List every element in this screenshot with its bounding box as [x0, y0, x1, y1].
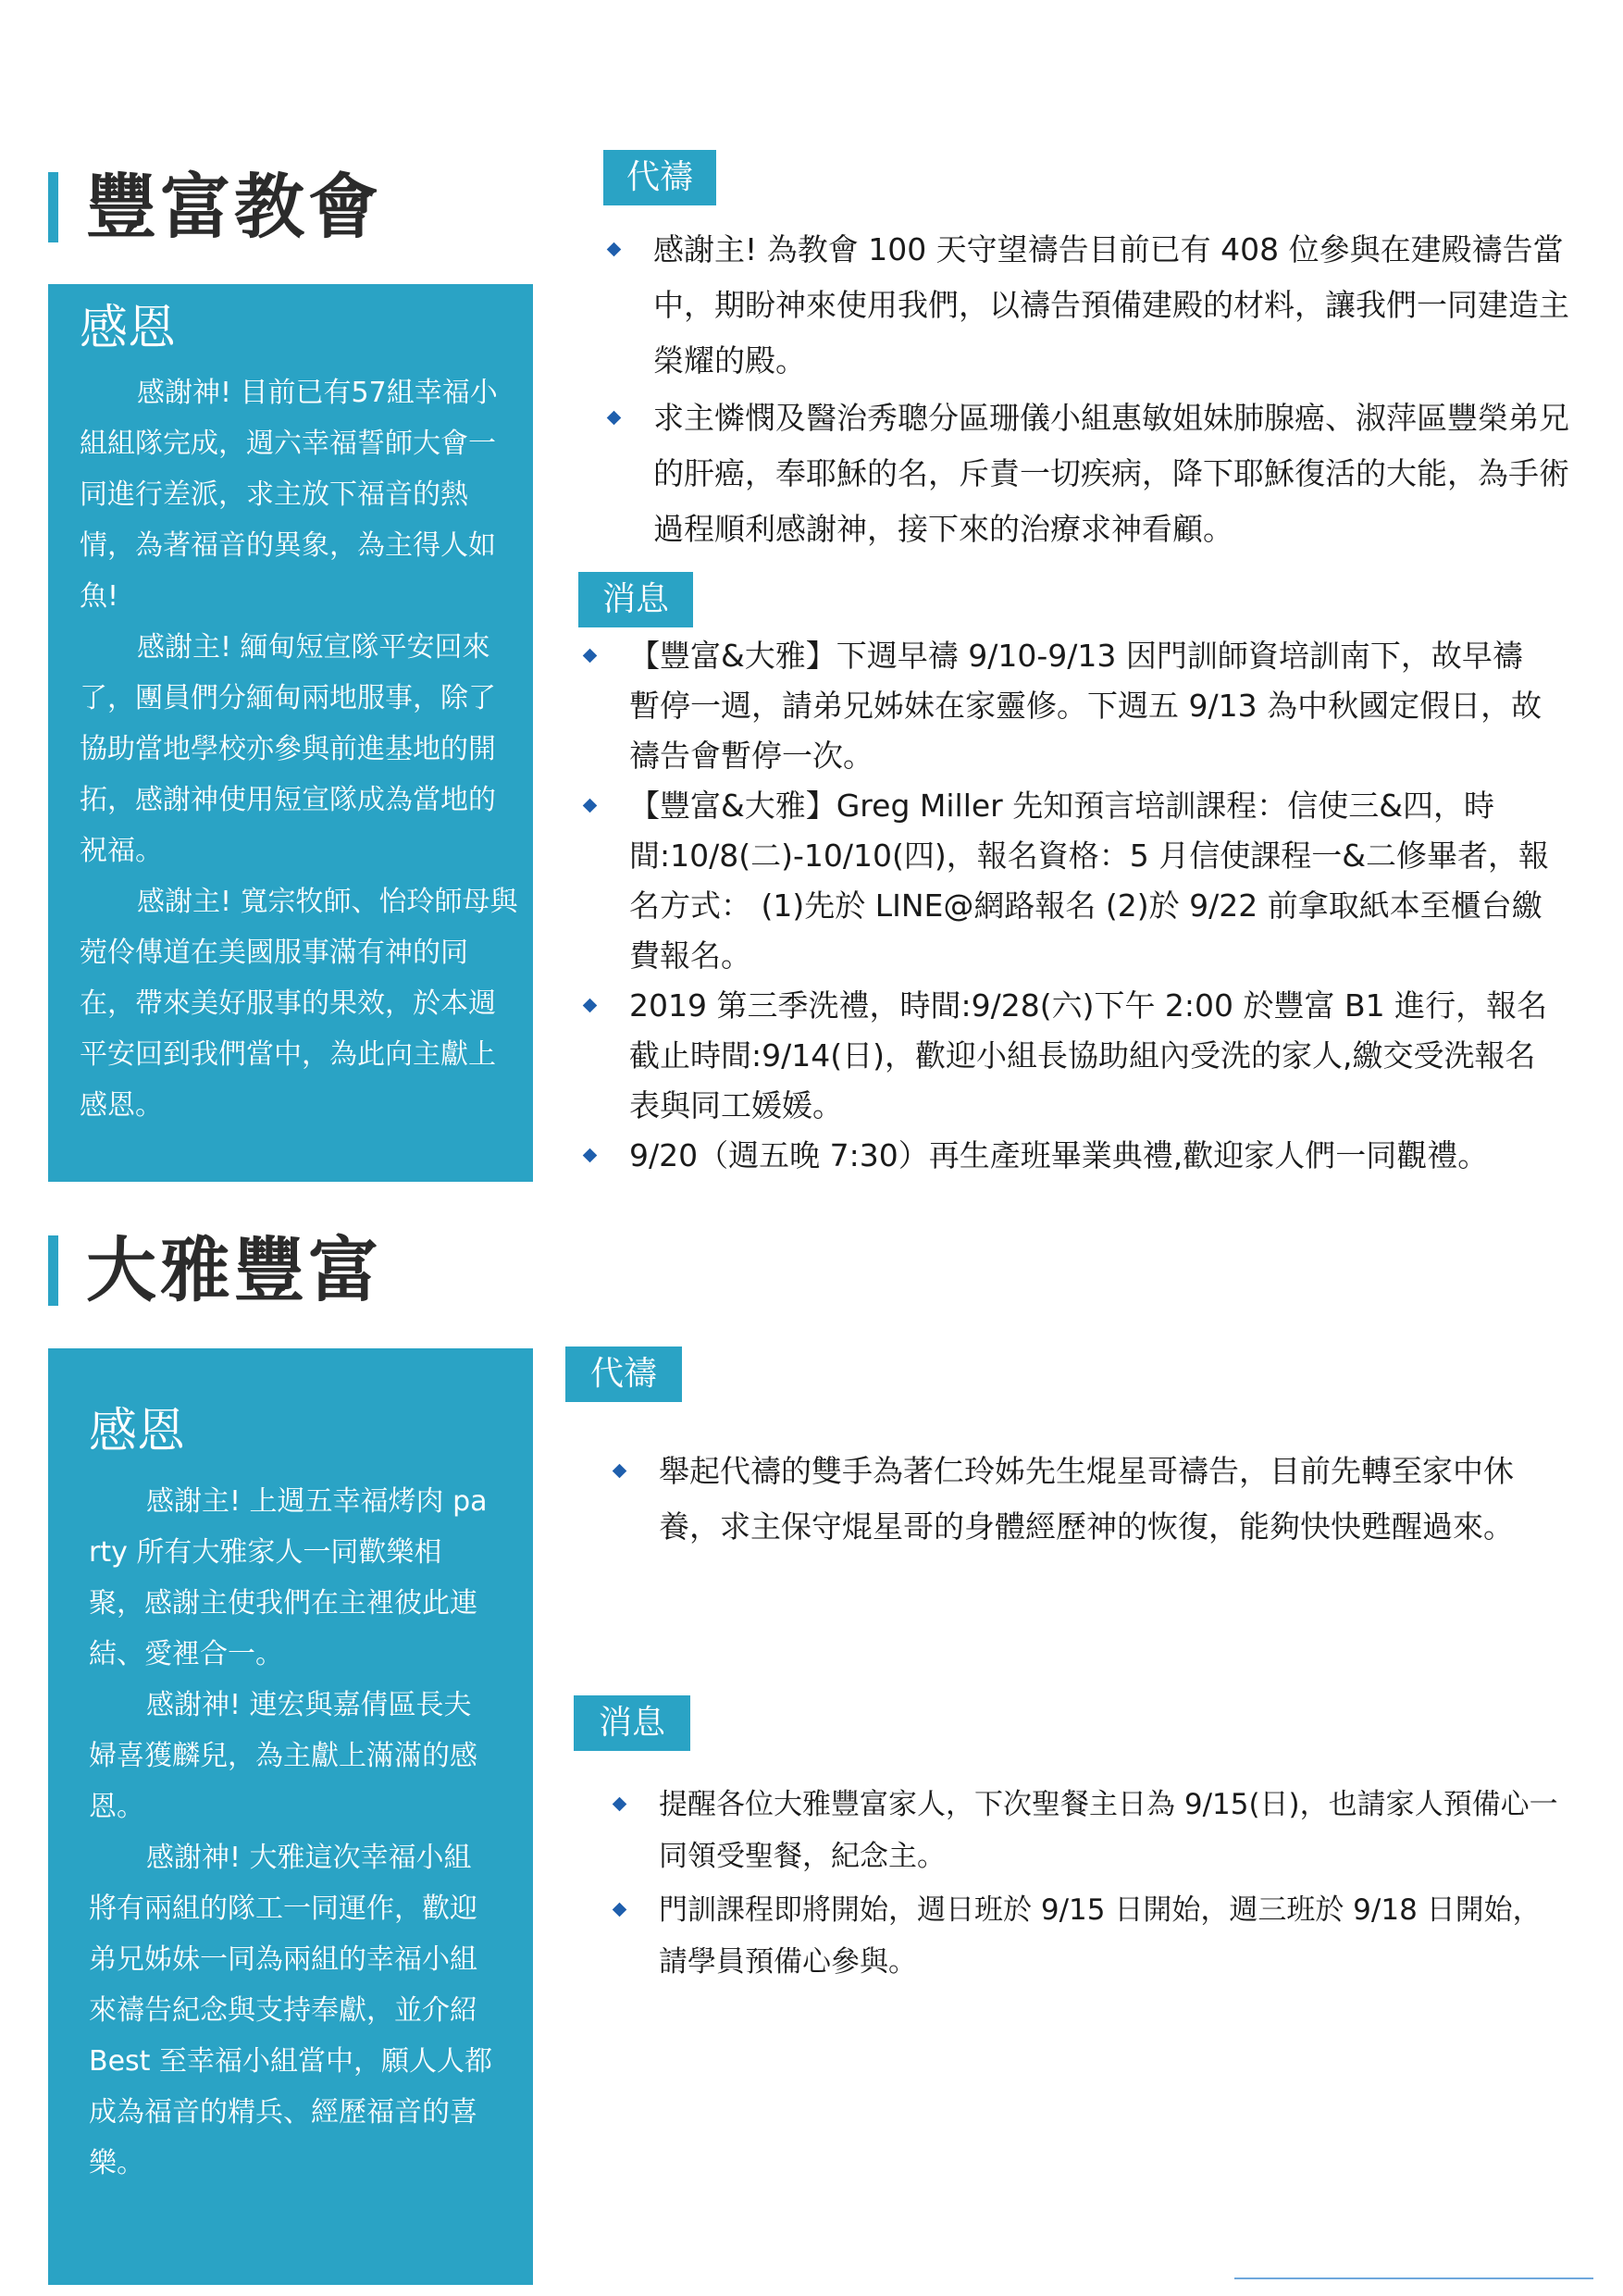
- news-text: 【豐富&大雅】下週早禱 9/10-9/13 因門訓師資培訓南下，故早禱暫停一週，請弟兄姊妹在家靈修。下週五 9/13 為中秋國定假日，故禱告會暫停一次。: [629, 638, 1542, 774]
- news-text: 提醒各位大雅豐富家人，下次聖餐主日為 9/15(日)，也請家人預備心一同領受聖餐，紀念主。: [659, 1788, 1558, 1873]
- prayer-list-daya: [600, 1444, 1562, 1555]
- diamond-bullet-icon: [583, 799, 598, 813]
- thanks-panel-fengfu: [48, 284, 533, 1182]
- diamond-bullet-icon: [583, 1148, 598, 1163]
- thanks-paragraph: 感謝神! 連宏與嘉倩區長夫婦喜獲麟兒，為主獻上滿滿的感恩。: [89, 1689, 477, 1823]
- diamond-bullet-icon: [613, 1464, 627, 1479]
- thanks-panel-daya: [48, 1348, 533, 2285]
- thanks-paragraph: 感謝主! 上週五幸福烤肉 party 所有大雅家人一同歡樂相聚，感謝主使我們在主裡彼此連結、愛裡合一。: [89, 1485, 488, 1670]
- list-item: [600, 1444, 1562, 1555]
- section-title-daya: [48, 1229, 382, 1311]
- news-list-fengfu: [570, 631, 1551, 1181]
- diamond-bullet-icon: [613, 1903, 627, 1917]
- thanks-paragraph: 感謝神! 大雅這次幸福小組將有兩組的隊工一同運作，歡迎弟兄姊妹一同為兩組的幸福小組來禱告紀念與支持奉獻，並介紹 Best 至幸福小組當中，願人人都成為福音的精兵、經歷福音的喜樂。: [89, 1842, 492, 2179]
- list-item: [594, 222, 1575, 389]
- diamond-bullet-icon: [583, 649, 598, 664]
- thanks-paragraph: 感謝主! 緬甸短宣隊平安回來了，團員們分緬甸兩地服事，除了協助當地學校亦參與前進基地的開拓，感謝神使用短宣隊成為當地的祝福。: [80, 631, 496, 867]
- title-accent-bar: [48, 1235, 58, 1306]
- list-item: [600, 1884, 1562, 1988]
- prayer-list-fengfu: [594, 222, 1575, 557]
- list-item: [600, 1779, 1562, 1882]
- diamond-bullet-icon: [607, 411, 622, 426]
- prayer-text: 求主憐憫及醫治秀聰分區珊儀小組惠敏姐妹肺腺癌、淑萍區豐榮弟兄的肝癌，奉耶穌的名，斥責一切疾病，降下耶穌復活的大能，為手術過程順利感謝神，接下來的治療求神看顧。: [653, 400, 1569, 547]
- footer-divider: [1234, 2277, 1593, 2279]
- news-label-fengfu: 消息: [578, 572, 693, 627]
- prayer-label-fengfu: 代禱: [603, 150, 716, 205]
- list-item: [570, 631, 1551, 781]
- list-item: [594, 391, 1575, 557]
- prayer-label-daya: 代禱: [565, 1347, 682, 1402]
- section-title-text: 大雅豐富: [86, 1229, 382, 1311]
- thanks-heading: 感恩: [80, 301, 177, 356]
- thanks-paragraph: 感謝主! 寬宗牧師、怡玲師母與菀伶傳道在美國服事滿有神的同在，帶來美好服事的果效，於本週平安回到我們當中，為此向主獻上感恩。: [80, 886, 518, 1122]
- prayer-text: 感謝主! 為教會 100 天守望禱告目前已有 408 位參與在建殿禱告當中，期盼神來使用我們，以禱告預備建殿的材料，讓我們一同建造主榮耀的殿。: [653, 231, 1569, 379]
- news-text: 門訓課程即將開始，週日班於 9/15 日開始，週三班於 9/18 日開始，請學員預備心參與。: [659, 1893, 1542, 1979]
- section-title-fengfu: [48, 166, 382, 248]
- diamond-bullet-icon: [607, 242, 622, 257]
- diamond-bullet-icon: [583, 999, 598, 1013]
- news-text: 9/20（週五晚 7:30）再生產班畢業典禮,歡迎家人們一同觀禮。: [629, 1137, 1489, 1173]
- thanks-heading: 感恩: [89, 1404, 186, 1459]
- list-item: [570, 781, 1551, 981]
- section-title-text: 豐富教會: [86, 166, 382, 248]
- news-label-daya: 消息: [574, 1695, 690, 1751]
- diamond-bullet-icon: [613, 1797, 627, 1812]
- list-item: [570, 981, 1551, 1131]
- news-text: 2019 第三季洗禮，時間:9/28(六)下午 2:00 於豐富 B1 進行，報名截止時間:9/14(日)，歡迎小組長協助組內受洗的家人,繳交受洗報名表與同工媛媛。: [629, 987, 1548, 1123]
- news-list-daya: [600, 1779, 1562, 1988]
- thanks-paragraph: 感謝神! 目前已有57組幸福小組組隊完成，週六幸福誓師大會一同進行差派，求主放下福音的熱情，為著福音的異象，為主得人如魚!: [80, 377, 498, 613]
- news-text: 【豐富&大雅】Greg Miller 先知預言培訓課程：信使三&四，時間:10/8(二)-10/10(四)，報名資格：5 月信使課程一&二修畢者，報名方式： (1)先於 LINE@網路報名 (2)於 9/22 前拿取紙本至櫃台繳費報名。: [629, 788, 1549, 974]
- list-item: [570, 1131, 1551, 1181]
- prayer-text: 舉起代禱的雙手為著仁玲姊先生焜星哥禱告，目前先轉至家中休養，求主保守焜星哥的身體經歷神的恢復，能夠快快甦醒過來。: [659, 1453, 1514, 1545]
- title-accent-bar: [48, 172, 58, 242]
